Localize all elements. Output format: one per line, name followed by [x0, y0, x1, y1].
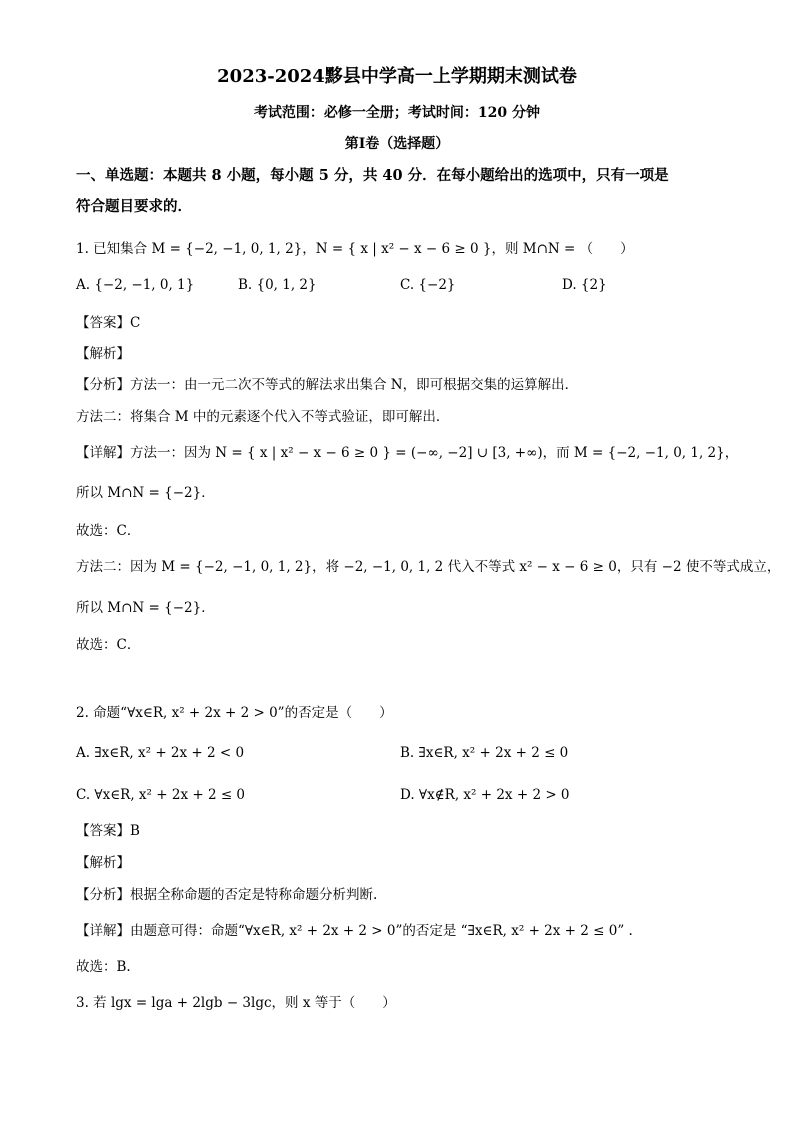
q2-option-b: B. ∃x∈R, x² + 2x + 2 ≤ 0: [400, 745, 569, 761]
q2-option-c: C. ∀x∈R, x² + 2x + 2 ≤ 0: [76, 787, 246, 803]
q2-line-2: 【详解】由题意可得：命题“∀x∈R, x² + 2x + 2 > 0”的否定是 “∃x∈R, x² + 2x + 2 ≤ 0” .: [76, 923, 633, 939]
q1-option-c: C. {−2}: [400, 277, 456, 293]
q1-option-d: D. {2}: [562, 277, 607, 293]
q2-line-3: 故选：B.: [76, 959, 131, 975]
q1-line-2: 方法二：将集合 M 中的元素逐个代入不等式验证，即可解出．: [76, 409, 450, 425]
q2-analysis-label: 【解析】: [76, 855, 130, 871]
q1-line-5: 故选：C．: [76, 523, 141, 539]
q1-answer: 【答案】C: [76, 315, 141, 331]
q2-answer: 【答案】B: [76, 823, 140, 839]
q1-line-7: 所以 M∩N = {−2}．: [76, 600, 215, 616]
q2-stem: 2. 命题“∀x∈R, x² + 2x + 2 > 0”的否定是（ ）: [76, 705, 393, 721]
q1-line-6: 方法二：因为 M = {−2, −1, 0, 1, 2}，将 −2, −1, 0, 1, 2 代入不等式 x² − x − 6 ≥ 0，只有 −2 使不等式成立，: [76, 559, 781, 575]
q1-stem: 1. 已知集合 M = {−2, −1, 0, 1, 2}，N = { x | x² − x − 6 ≥ 0 }，则 M∩N = （ ）: [76, 241, 634, 257]
exam-title: 2023-2024黟县中学高一上学期期末测试卷: [217, 66, 577, 87]
q1-analysis-label: 【解析】: [76, 346, 130, 362]
q1-line-4: 所以 M∩N = {−2}．: [76, 485, 215, 501]
q1-option-b: B. {0, 1, 2}: [238, 277, 317, 293]
q1-line-3: 【详解】方法一：因为 N = { x | x² − x − 6 ≥ 0 } = (−∞, −2] ∪ [3, +∞)，而 M = {−2, −1, 0, 1, 2}，: [76, 445, 739, 461]
q1-line-1: 【分析】方法一：由一元二次不等式的解法求出集合 N，即可根据交集的运算解出．: [76, 377, 579, 393]
q1-line-8: 故选：C．: [76, 637, 141, 653]
q1-option-a: A. {−2, −1, 0, 1}: [76, 277, 195, 293]
volume-heading: 第Ⅰ卷（选择题）: [344, 136, 450, 152]
q3-stem: 3. 若 lgx = lga + 2lgb − 3lgc，则 x 等于（ ）: [76, 995, 396, 1011]
q2-option-d: D. ∀x∉R, x² + 2x + 2 > 0: [400, 787, 570, 803]
exam-scope: 考试范围：必修一全册；考试时间：120 分钟: [253, 105, 541, 121]
q2-line-1: 【分析】根据全称命题的否定是特称命题分析判断.: [76, 887, 378, 903]
q2-option-a: A. ∃x∈R, x² + 2x + 2 < 0: [76, 745, 245, 761]
section-heading-line2: 符合题目要求的．: [76, 198, 192, 215]
section-heading-line1: 一、单选题：本题共 8 小题，每小题 5 分，共 40 分．在每小题给出的选项中，只有一项是: [76, 167, 669, 184]
